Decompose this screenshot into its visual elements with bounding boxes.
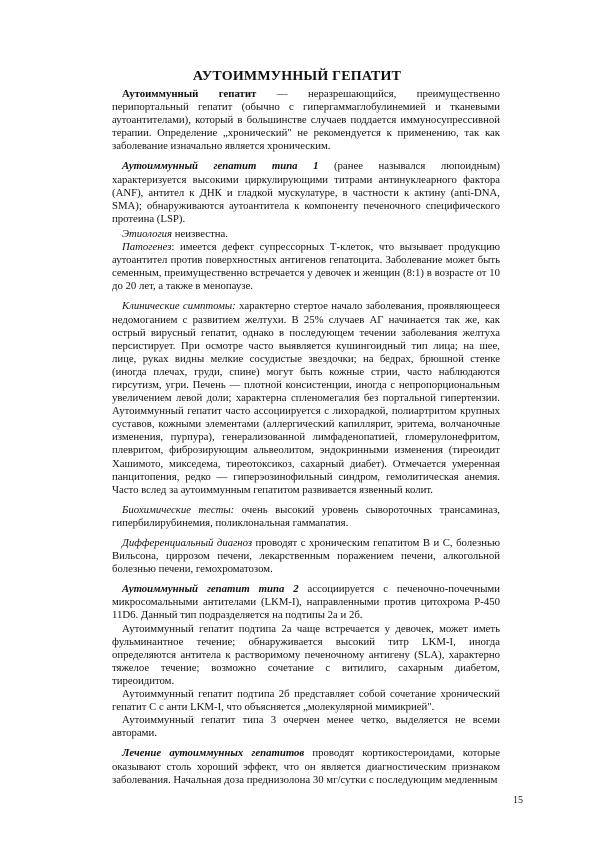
paragraph-pathogenesis: Патогенез: имеется дефект супрессорных Т-клеток, что вызывает продукцию аутоантител против поверхностных антигенов гепатоцита. Заболевание может быть семенным, преимущественно встречается у девочек и женщин (8:1) в возрасте от 10 до 20 лет, а также в менопаузе.: [112, 241, 500, 293]
term-pathogenesis: Патогенез: [122, 241, 172, 254]
document-body: [112, 88, 500, 787]
term-biochemical-tests: Биохимические тесты:: [122, 503, 235, 516]
paragraph-type-1: Аутоиммунный гепатит типа 1 (ранее назывался люпоидным) характеризуется высокими циркулирующими титрами антинуклеарного фактора (ANF), антител к ДНК и гладкой мускулатуре, в частности к актину (anti-DNA, SMA); обнаруживаются аутоантитела к компоненту печеночного специфического протеина (LSP).: [112, 160, 500, 225]
term-type-2: Аутоиммунный гепатит типа 2: [122, 583, 299, 596]
paragraph-type-2: Аутоиммунный гепатит типа 2 ассоциируется с печеночно-почечными микросомальными антителами (LKM-I), направленными против цитохрома Р-450 11D6. Данный тип подразделяется на подтипы 2а и 2б.: [112, 583, 500, 622]
paragraph-definition: Аутоиммунный гепатит — неразрешающийся, преимущественно перипортальный гепатит (обычно с гипергаммаглобулинемией и тканевыми аутоантителами), который в большинстве случаев поддается иммуносупрессивной терапии. Определение „хронический" не рекомендуется к применению, так как заболевание изначально является хроническим.: [112, 88, 500, 153]
paragraph-type-3: Аутоиммунный гепатит типа 3 очерчен менее четко, выделяется не всеми авторами.: [112, 714, 500, 740]
term-clinical-symptoms: Клинические симптомы:: [122, 300, 236, 313]
paragraph-etiology: Этиология неизвестна.: [122, 227, 228, 240]
paragraph-subtype-2a: Аутоиммунный гепатит подтипа 2а чаще встречается у девочек, может иметь фульминантное течение; обнаруживается высокий титр LKM-I, иногда определяются антитела к растворимому печеночному антигену (SLA), характерно тяжелое течение; возможно сочетание с витилиго, сахарным диабетом, тиреоидитом.: [112, 622, 500, 687]
page-number: 15: [513, 795, 523, 806]
term-type-1: Аутоиммунный гепатит типа 1: [122, 160, 319, 173]
paragraph-treatment: Лечение аутоиммунных гепатитов проводят кортикостероидами, которые оказывают столь хороший эффект, что он является диагностическим признаком заболевания. Начальная доза преднизолона 30 мг/сутки с последующим медленным: [112, 747, 500, 786]
paragraph-biochemical-tests: Биохимические тесты: очень высокий уровень сывороточных трансаминаз, гипербилирубинемия, поликлональная гаммапатия.: [112, 503, 500, 529]
term-treatment: Лечение аутоиммунных гепатитов: [122, 747, 305, 760]
paragraph-differential-diagnosis: Дифференциальный диагноз проводят с хроническим гепатитом В и С, болезнью Вильсона, циррозом печени, лекарственным поражением печени, алкогольной болезнью печени, гемохроматозом.: [112, 537, 500, 576]
page-title: АУТОИММУННЫЙ ГЕПАТИТ: [192, 69, 402, 84]
term-etiology: Этиология: [122, 227, 173, 240]
paragraph-clinical-symptoms: Клинические симптомы: характерно стертое начало заболевания, проявляющееся недомоганием с развитием желтухи. В 25% случаев АГ начинается так же, как острый вирусный гепатит, однако в последующем течении заболевания желтуха персистирует. При осмотре часто выявляется кушингоидный тип лица; на шее, лице, руках видны мелкие сосудистые звездочки; на бедрах, брюшной стенке (иногда плечах, груди, спине) могут быть кожные стрии, часто наблюдаются гирсутизм, угри. Печень — плотной консистенции, иногда с непропорциональным увеличением левой доли; характерна спленомегалия без портальной гипертензии. Аутоиммунный гепатит часто ассоциируется с лихорадкой, полиартритом крупных суставов, кожными элементами (аллергический капиллярит, эритема, волчаночные изменения, пурпура), генерализованной лимфаденопатией, гломерулонефритом, плевритом, фиброзирующим альвеолитом, эндокринными изменения (тиреоидит Хашимото, микседема, тиреотоксикоз, сахарный диабет). Отмечается умеренная панцитопения, редко — гиперэозинофильный синдром, гемолитическая анемия. Часто вслед за аутоиммунным гепатитом развивается язвенный колит.: [112, 300, 500, 496]
term-autoimmune-hepatitis: Аутоиммунный гепатит: [122, 88, 257, 100]
term-differential-diagnosis: Дифференциальный диагноз: [122, 537, 253, 549]
paragraph-subtype-2b: Аутоиммунный гепатит подтипа 2б представляет собой сочетание хронический гепатит С с анти LKM-I, что объясняется „молекулярной мимикрией".: [112, 688, 500, 714]
